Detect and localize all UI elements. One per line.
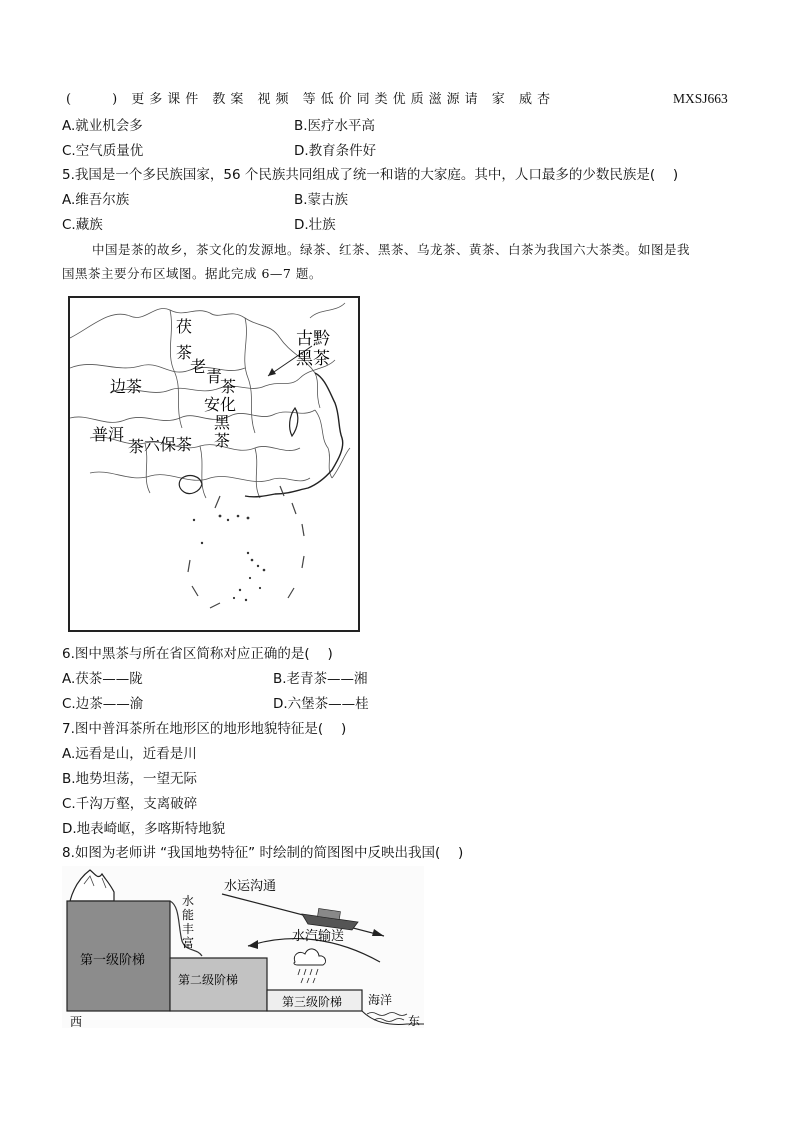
label-step1: 第一级阶梯 (80, 953, 146, 968)
label-vapor: 水汽输送 (292, 929, 345, 944)
label-liubao: 六保茶 (144, 435, 193, 454)
q6-option-b: B.老青茶——湘 (273, 671, 368, 687)
q4-option-c: C.空气质量优 (62, 143, 144, 159)
q5-option-a: A.维吾尔族 (62, 192, 130, 208)
terrain-diagram (62, 866, 424, 1028)
label-laoqing-1: 老 (190, 357, 207, 376)
q7-stem: 7.图中普洱茶所在地形区的地形地貌特征是( ) (62, 721, 347, 737)
q6-option-c: C.边茶——渝 (62, 696, 144, 712)
label-ocean: 海洋 (368, 993, 393, 1007)
q4-option-b: B.医疗水平高 (294, 118, 376, 134)
q7-option-d: D.地表崎岖，多喀斯特地貌 (62, 821, 226, 837)
q6-stem: 6.图中黑茶与所在省区简称对应正确的是( ) (62, 646, 333, 662)
label-shipping: 水运沟通 (224, 879, 277, 894)
header-code: MXSJ663 (673, 91, 728, 106)
label-east: 东 (408, 1014, 421, 1028)
q5-stem: 5.我国是一个多民族国家，56 个民族共同组成了统一和谐的大家庭。其中，人口最多的少数民族是( ) (62, 167, 679, 183)
label-anhua-1: 安化 (204, 395, 237, 414)
label-fu-1: 茯 (176, 317, 193, 336)
label-west: 西 (70, 1015, 83, 1028)
label-bian: 边茶 (110, 377, 143, 396)
guqian-arrow-head (268, 368, 276, 376)
label-anhua-2: 黑 (214, 413, 231, 432)
q4-option-d: D.教育条件好 (294, 143, 377, 159)
passage-line-1: 中国是茶的故乡，茶文化的发源地。绿茶、红茶、黑茶、乌龙茶、黄茶、白茶为我国六大茶类。如图是我 (92, 242, 691, 257)
q8-stem: 8.如图为老师讲 “我国地势特征” 时绘制的简图图中反映出我国( ) (62, 845, 464, 861)
nine-dash-line (188, 486, 304, 608)
label-hydro-2: 能 (182, 908, 195, 922)
label-laoqing-2: 青 (206, 367, 223, 386)
label-guqian-1: 古黔 (296, 329, 330, 349)
label-anhua-3: 茶 (214, 431, 231, 450)
coastline (245, 373, 343, 497)
q5-option-c: C.藏族 (62, 217, 103, 233)
label-step2: 第二级阶梯 (178, 973, 239, 987)
label-hydro-4: 富 (182, 936, 195, 950)
q7-option-a: A.远看是山，近看是川 (62, 746, 197, 762)
q7-option-b: B.地势坦荡，一望无际 (62, 771, 198, 787)
q6-option-d: D.六堡茶——桂 (273, 696, 369, 712)
label-puer-2: 茶 (128, 437, 145, 456)
passage-line-2: 国黑茶主要分布区域图。据此完成 6—7 题。 (62, 266, 322, 281)
hainan-island (179, 476, 202, 494)
south-sea-islands (193, 515, 265, 602)
q6-option-a: A.茯茶——陇 (62, 671, 143, 687)
q7-option-c: C.千沟万壑，支离破碎 (62, 796, 198, 812)
label-puer-1: 普洱 (92, 425, 125, 444)
tea-map (68, 296, 360, 632)
q5-option-b: B.蒙古族 (294, 192, 349, 208)
tea-map-drawing (70, 298, 358, 630)
label-guqian-2: 黑茶 (296, 349, 330, 369)
q5-option-d: D.壮族 (294, 217, 336, 233)
label-hydro-1: 水 (182, 894, 195, 908)
label-laoqing-3: 茶 (220, 377, 237, 396)
label-hydro-3: 丰 (182, 922, 195, 936)
label-fu-2: 茶 (176, 343, 193, 362)
header-text: ( ) 更多课件 教案 视频 等低价同类优质滋源请 家 威杏 (66, 92, 555, 107)
label-step3: 第三级阶梯 (282, 995, 343, 1009)
q4-option-a: A.就业机会多 (62, 118, 143, 134)
